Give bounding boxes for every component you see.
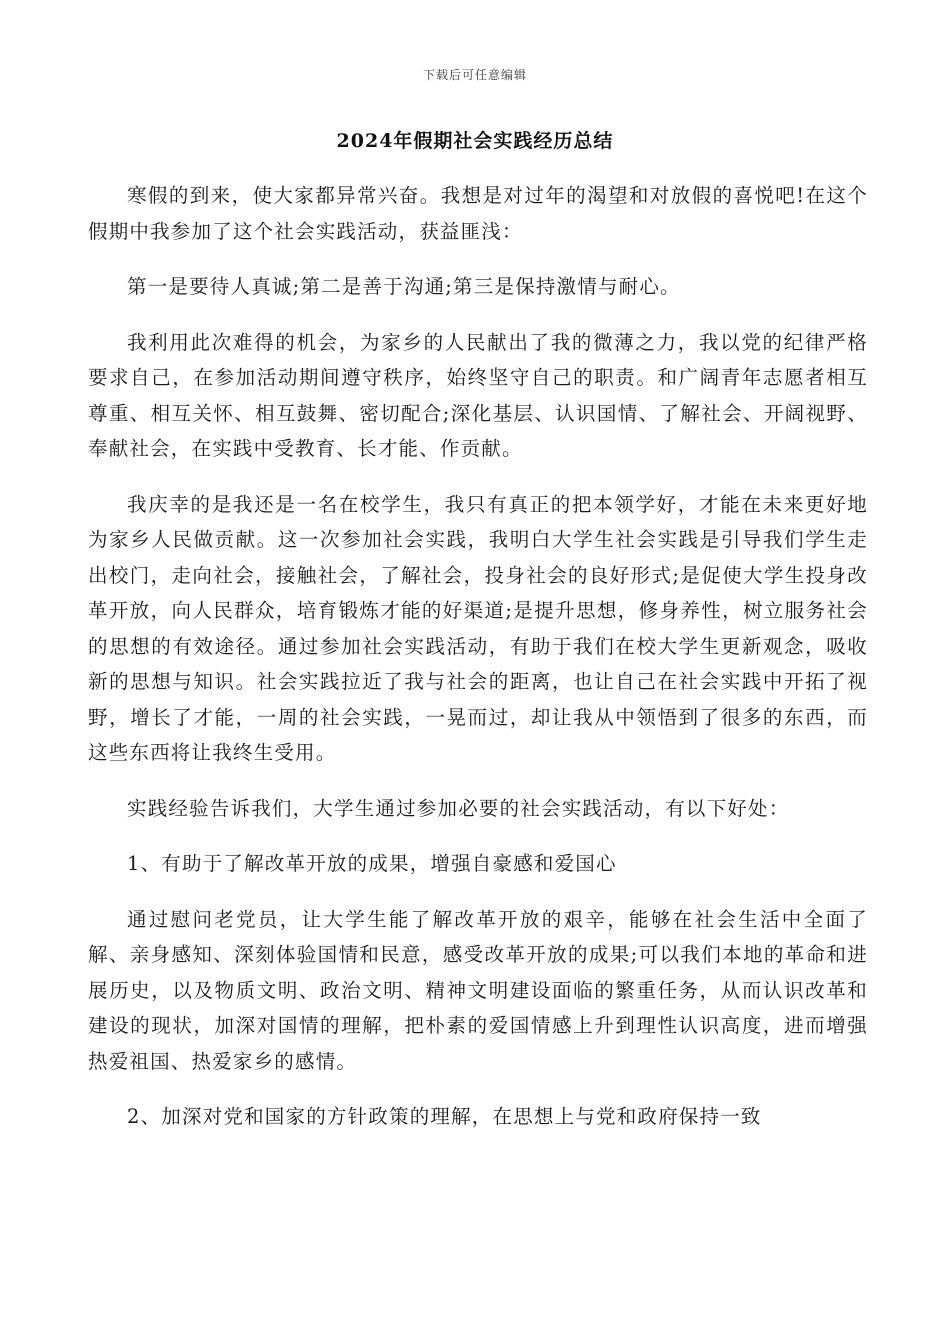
paragraph: 我庆幸的是我还是一名在校学生，我只有真正的把本领学好，才能在未来更好地为家乡人民做贡献。这一次参加社会实践，我明白大学生社会实践是引导我们学生走出校门，走向社会，接触社会，了解社会，投身社会的良好形式;是促使大学生投身改革开放，向人民群众，培育锻炼才能的好渠道;是提升思想，修身养性，树立服务社会的思想的有效途径。通过参加社会实践活动，有助于我们在校大学生更新观念，吸收新的思想与知识。社会实践拉近了我与社会的距离，也让自己在社会实践中开拓了视野，增长了才能，一周的社会实践，一晃而过，却让我从中领悟到了很多的东西，而这些东西将让我终生受用。 <box>88 492 868 764</box>
document-body <box>88 178 868 1155</box>
section-heading: 2、加深对党和国家的方针政策的理解，在思想上与党和政府保持一致 <box>127 1105 762 1128</box>
paragraph: 寒假的到来，使大家都异常兴奋。我想是对过年的渴望和对放假的喜悦吧!在这个假期中我参加了这个社会实践活动，获益匪浅： <box>88 184 868 243</box>
paragraph: 实践经验告诉我们，大学生通过参加必要的社会实践活动，有以下好处： <box>127 796 790 820</box>
paragraph: 通过慰问老党员，让大学生能了解改革开放的艰辛，能够在社会生活中全面了解、亲身感知、深刻体验国情和民意，感受改革开放的成果;可以我们本地的革命和进展历史，以及物质文明、政治文明、精神文明建设面临的繁重任务，从而认识改革和建设的现状，加深对国情的理解，把朴素的爱国情感上升到理性认识高度，进而增强热爱祖国、热爱家乡的感情。 <box>88 907 868 1073</box>
paragraph: 第一是要待人真诚;第二是善于沟通;第三是保持激情与耐心。 <box>127 275 681 298</box>
section-heading: 1、有助于了解改革开放的成果，增强自豪感和爱国心 <box>127 852 617 875</box>
paragraph: 我利用此次难得的机会，为家乡的人民献出了我的微薄之力，我以党的纪律严格要求自己，在参加活动期间遵守秩序，始终坚守自己的职责。和广阔青年志愿者相互尊重、相互关怀、相互鼓舞、密切配合;深化基层、认识国情、了解社会、开阔视野、奉献社会，在实践中受教育、长才能、作贡献。 <box>88 330 868 460</box>
header-note: 下载后可任意编辑 <box>422 68 527 82</box>
document-title: 2024年假期社会实践经历总结 <box>336 130 614 152</box>
